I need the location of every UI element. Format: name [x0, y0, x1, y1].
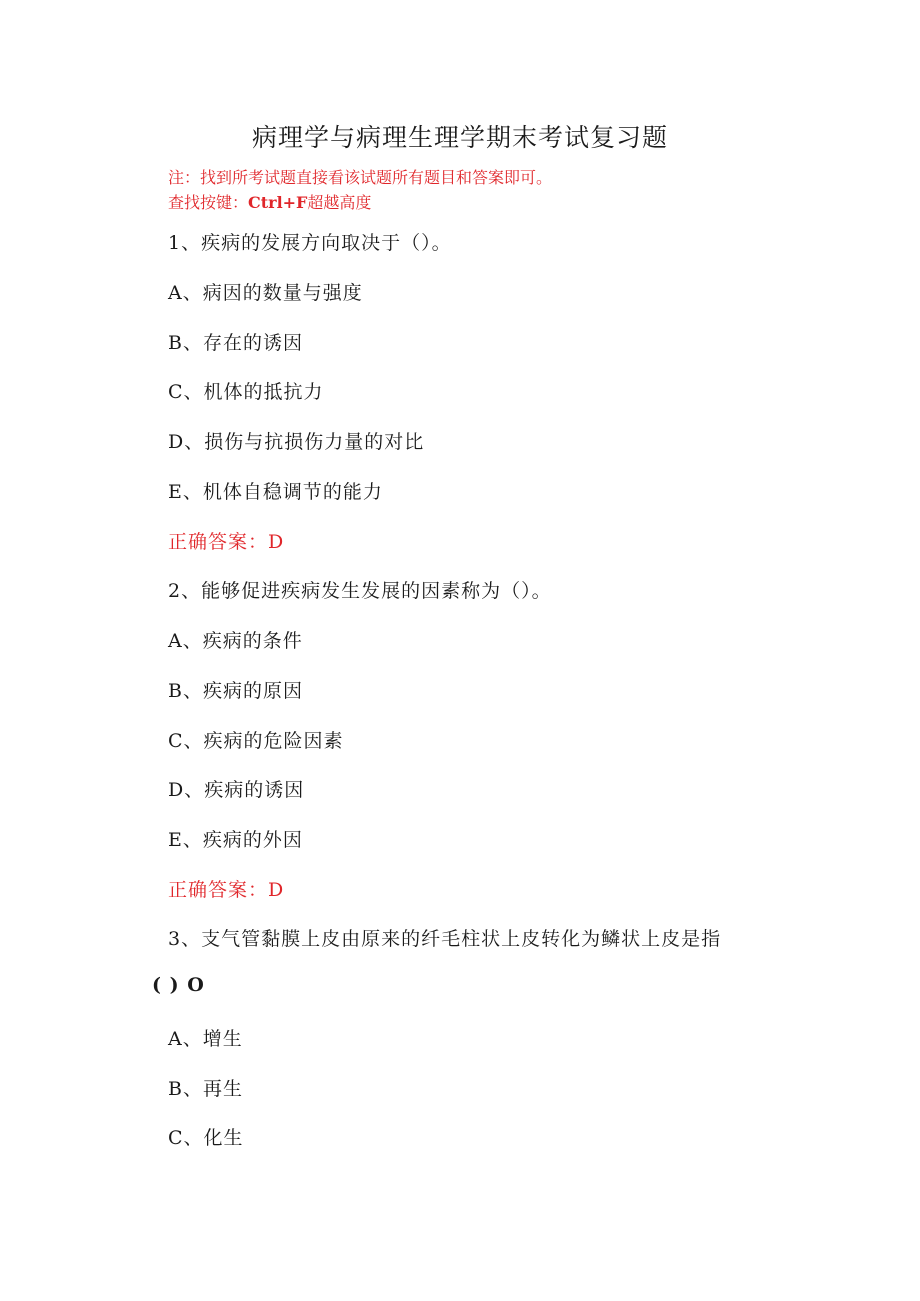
search-shortcut-prefix: 查找按键： — [168, 193, 249, 212]
question-3-option-b: B、再生 — [168, 1078, 243, 1100]
question-3-option-c: C、化生 — [168, 1127, 244, 1149]
question-1-answer: 正确答案：D — [168, 531, 285, 553]
question-1-option-e: E、机体自稳调节的能力 — [168, 481, 383, 503]
question-2-answer: 正确答案：D — [168, 879, 285, 901]
question-2-option-b: B、疾病的原因 — [168, 680, 303, 702]
question-3-option-a: A、增生 — [168, 1028, 243, 1050]
question-2-option-d: D、疾病的诱因 — [168, 779, 305, 801]
question-1-option-d: D、损伤与抗损伤力量的对比 — [168, 431, 425, 453]
question-1-option-a: A、病因的数量与强度 — [168, 282, 363, 304]
question-2-option-c: C、疾病的危险因素 — [168, 730, 344, 752]
question-3-stem-continuation: ( ) O — [152, 974, 205, 996]
question-1-stem: 1、疾病的发展方向取决于（）。 — [168, 232, 452, 254]
question-2-option-e: E、疾病的外因 — [168, 829, 303, 851]
question-1-option-b: B、存在的诱因 — [168, 332, 303, 354]
search-shortcut-note — [168, 190, 371, 213]
question-1-option-c: C、机体的抵抗力 — [168, 381, 324, 403]
search-note: 注：找到所考试题直接看该试题所有题目和答案即可。 — [168, 168, 553, 187]
question-3-stem: 3、支气管黏膜上皮由原来的纤毛柱状上皮转化为鳞状上皮是指 — [168, 928, 722, 950]
search-shortcut-suffix: 超越高度 — [307, 193, 372, 212]
search-shortcut-key: Ctrl+F — [248, 193, 308, 212]
document-title: 病理学与病理生理学期末考试复习题 — [251, 123, 668, 152]
question-2-option-a: A、疾病的条件 — [168, 630, 303, 652]
question-2-stem: 2、能够促进疾病发生发展的因素称为（）。 — [168, 580, 552, 602]
